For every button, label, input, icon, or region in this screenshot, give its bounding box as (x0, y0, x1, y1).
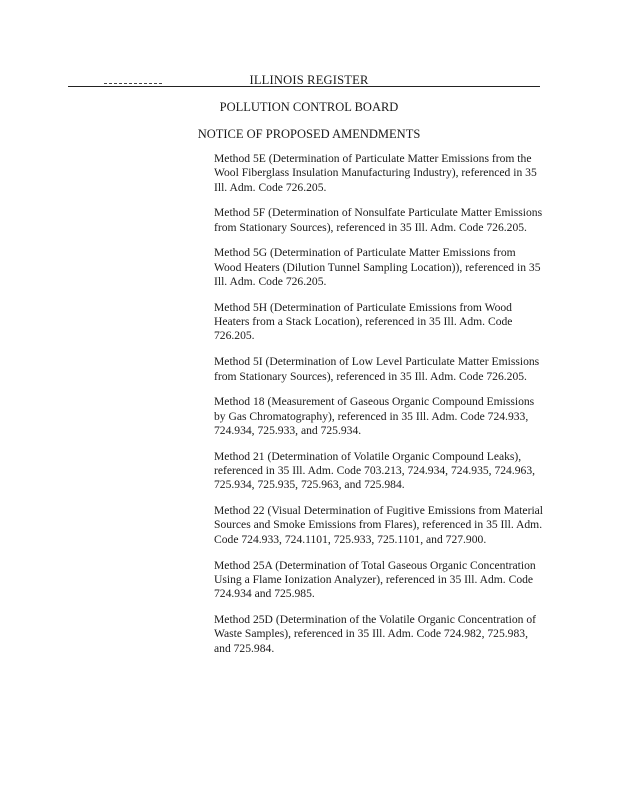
method-5e-entry: Method 5E (Determination of Particulate Matter Emissions from the Wool Fiberglass Insulation Manufacturing Industry), referenced in 35 Ill. Adm. Code 726.205. (214, 152, 537, 194)
method-18-entry: Method 18 (Measurement of Gaseous Organic Compound Emissions by Gas Chromatography), referenced in 35 Ill. Adm. Code 724.933, 724.934, 725.933, and 725.934. (214, 395, 535, 437)
register-title: ILLINOIS REGISTER (249, 73, 369, 87)
method-5f-entry: Method 5F (Determination of Nonsulfate Particulate Matter Emissions from Stationary Sources), referenced in 35 Ill. Adm. Code 726.205. (214, 206, 543, 234)
method-21-entry: Method 21 (Determination of Volatile Organic Compound Leaks), referenced in 35 Ill. Adm. Code 703.213, 724.934, 724.935, 724.963, 725.934, 725.935, 725.963, and 725.984. (214, 449, 536, 492)
notice-title: NOTICE OF PROPOSED AMENDMENTS (197, 127, 421, 141)
header-rule (68, 86, 540, 87)
method-5i-entry: Method 5I (Determination of Low Level Particulate Matter Emissions from Stationary Sources), referenced in 35 Ill. Adm. Code 726.205. (214, 355, 540, 383)
board-title: POLLUTION CONTROL BOARD (219, 100, 399, 114)
method-5h-entry: Method 5H (Determination of Particulate Emissions from Wood Heaters from a Stack Location), referenced in 35 Ill. Adm. Code 726.205. (214, 300, 513, 343)
method-list (214, 152, 544, 667)
method-25d-entry: Method 25D (Determination of the Volatile Organic Concentration of Waste Samples), referenced in 35 Ill. Adm. Code 724.982, 725.983, and 725.984. (214, 612, 536, 655)
method-25a-entry: Method 25A (Determination of Total Gaseous Organic Concentration Using a Flame Ionization Analyzer), referenced in 35 Ill. Adm. Code 724.934 and 725.985. (214, 558, 536, 601)
method-5g-entry: Method 5G (Determination of Particulate Matter Emissions from Wood Heaters (Dilution Tunnel Sampling Location)), referenced in 35 Ill. Adm. Code 726.205. (214, 246, 541, 289)
method-22-entry: Method 22 (Visual Determination of Fugitive Emissions from Material Sources and Smoke Emissions from Flares), referenced in 35 Ill. Adm. Code 724.933, 724.1101, 725.933, 725.1101, and 727.900. (214, 504, 544, 546)
